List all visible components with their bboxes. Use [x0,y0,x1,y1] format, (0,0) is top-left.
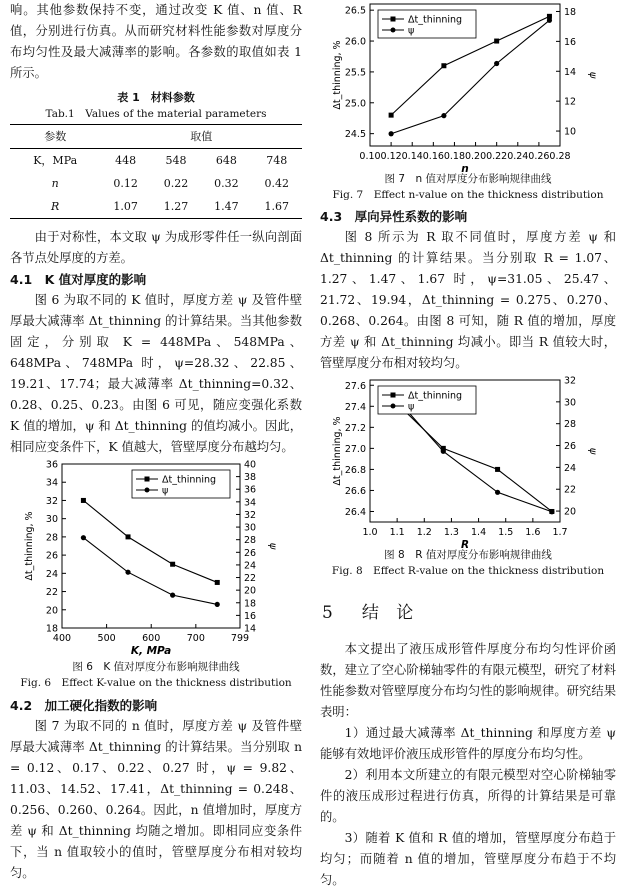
y-tick-label: 26.8 [344,464,366,476]
data-point [441,449,446,454]
data-point [170,562,175,567]
y2-tick-label: 22 [564,484,577,496]
y2-tick-label: 12 [564,96,577,108]
data-point [389,113,394,118]
y2-tick-label: 18 [244,598,257,610]
y2-tick-label: 36 [244,484,257,496]
x-tick-label: 1.5 [498,527,514,538]
table-cell: 648 [215,154,237,167]
table-cell: 1.67 [264,200,290,213]
fig6-caption-cn: 图 6 K 值对厚度分布影响规律曲线 [72,661,240,673]
data-point [170,593,175,598]
y-tick-label: 27.6 [344,380,366,392]
x-tick-label: 1.7 [552,527,568,538]
y-tick-label: 27.2 [344,422,366,434]
y-tick-label: 24 [45,568,58,580]
x-tick-label: 0.18 [443,151,466,162]
y2-axis-label: ψ [587,447,598,455]
conclusion-item-2: 2）利用本文所建立的有限元模型对空心阶梯轴零件的液压成形过程进行仿真，所得的计算结果是可靠的。 [320,768,616,824]
y2-tick-label: 20 [244,585,257,597]
x-tick-label: 1.3 [443,527,459,538]
y2-tick-label: 24 [244,560,257,572]
y-tick-label: 36 [45,460,58,471]
y-tick-label: 26.4 [344,506,366,518]
table-row [10,172,302,195]
y-axis-label: Δt_thinning, % [332,416,343,486]
table-title-en: Tab.1 Values of the material parameters [45,108,267,120]
x-tick-label: 600 [142,633,161,644]
y-tick-label: 26.5 [344,5,366,17]
table-cell: 0.12 [113,177,138,190]
table-cell: 1.47 [214,200,239,213]
y2-tick-label: 32 [244,509,257,521]
legend-marker [391,28,396,33]
y2-tick-label: 38 [244,472,257,484]
section-4-1-paragraph: 图 6 为取不同的 K 值时，厚度方差 ψ 及管件壁厚最大减薄率 Δt_thinning 的计算结果。当其他参数固定，分别取 K = 448MPa、548MPa、648MPa、748MPa 时，ψ=28.32、22.85、19.21、17.74；最大减薄率 Δt_thinning=0.32、0.28、0.25、0.23。由图 6 可见，随应变强化系数 K 值的增加，ψ 和 Δt_thinning 的值均减小。因此，相同应变条件下，K 值越大，管壁厚度分布越均匀。 [10,293,302,454]
legend-marker [145,488,150,493]
conclusion-item-3: 3）随着 K 值和 R 值的增加，管壁厚度分布趋于均匀；而随着 n 值的增加，管壁厚度分布趋于不均匀。 [320,831,616,887]
data-point [441,113,446,118]
section-4-3-paragraph: 图 8 所示为 R 取不同值时，厚度方差 ψ 和 Δt_thinning 的计算结果。当分别取 R = 1.07、1.27、1.47、1.67 时，ψ=31.05、25.47、21.72、19.94，Δt_thinning = 0.275、0.270、0.268、0.264。由图 8 可知，随 R 值的增加，厚度方差 ψ 和 Δt_thinning 均减小。即当 R 值较大时，管壁厚度分布相对较均匀。 [320,230,616,370]
x-tick-label: 0.24 [507,151,529,162]
x-tick-label: 0.22 [486,151,508,162]
x-tick-label: 0.14 [401,151,423,162]
table-cell: 0.42 [264,177,290,190]
x-axis-label: n [461,163,469,172]
fig6-chart [10,460,302,660]
y2-tick-label: 34 [244,497,257,509]
section-4-1-heading: 4.1 K 值对厚度的影响 [10,272,147,287]
table-cell: 548 [165,154,187,167]
y2-axis-label: ψ [267,542,278,550]
table-title-cn: 表 1 材料参数 [117,91,195,104]
table-cell: 1.07 [113,200,138,213]
y-tick-label: 24.5 [344,129,366,141]
y2-axis-label: ψ [587,71,598,79]
data-point [549,509,554,514]
fig7-caption-cn: 图 7 n 值对厚度分布影响规律曲线 [384,173,552,185]
data-point [494,39,499,44]
legend-marker [391,393,396,398]
legend-label: Δt_thinning [408,390,463,402]
x-tick-label: 1.2 [416,527,432,538]
x-tick-label: 0.28 [549,151,571,162]
conclusion-heading: 5 结 论 [322,603,420,623]
y-axis-label: Δt_thinning, % [332,40,343,110]
y-tick-label: 28 [45,532,58,544]
data-point [125,570,130,575]
x-tick-label: 0.16 [422,151,444,162]
y-tick-label: 22 [45,587,58,599]
data-point [81,498,86,503]
data-point [494,61,499,66]
x-tick-label: 400 [52,633,72,644]
symmetry-paragraph: 由于对称性，本文取 ψ 为成形零件任一纵向剖面各节点处厚度的方差。 [10,230,302,265]
y2-tick-label: 26 [244,547,257,559]
y2-tick-label: 32 [564,376,577,387]
data-point [495,490,500,495]
y2-tick-label: 30 [244,522,257,534]
table-cell: 0.22 [163,177,189,190]
series-line [83,500,217,582]
data-point [215,602,220,607]
data-point [495,467,500,472]
left-column [10,0,302,884]
legend-label: ψ [408,25,415,37]
legend-label: Δt_thinning [162,474,217,486]
y-tick-label: 18 [45,623,58,635]
section-4-2-heading: 4.2 加工硬化指数的影响 [10,698,158,713]
fig7-caption-en: Fig. 7 Effect n-value on the thickness distribution [332,189,604,201]
y2-tick-label: 28 [564,419,577,431]
y-tick-label: 26 [45,550,58,562]
data-point [215,580,220,585]
table-cell: R [51,200,60,213]
y-tick-label: 25.5 [344,67,366,79]
table-cell: 448 [115,154,137,167]
y2-tick-label: 22 [244,573,257,585]
intro-paragraph: 响。其他参数保持不变，通过改变 K 值、n 值、R 值，分别进行仿真。从而研究材料性能参数对厚度分布均匀性及最大减薄率的影响。各参数的取值如表 1 所示。 [10,3,302,80]
section-4-2-paragraph: 图 7 为取不同的 n 值时，厚度方差 ψ 及管件壁厚最大减薄率 Δt_thinning 的计算结果。当分别取 n = 0.12、0.17、0.22、0.27 时，ψ = 9.82、11.03、14.52、17.41，Δt_thinning = 0.248、0.256、0.260、0.264。因此，n 值增加时，厚度方差 ψ 和 Δt_thinning 均随之增加。即相同应变条件下，当 n 值取较小的值时，管壁厚度分布相对较均匀。 [10,719,302,880]
conclusion-intro: 本文提出了液压成形管件厚度分布均匀性评价函数，建立了空心阶梯轴零件的有限元模型，研究了材料性能参数对管壁厚度分布均匀性的影响规律。研究结果表明： [320,642,616,719]
x-axis-label: K, MPa [130,645,172,657]
table-cell: 1.27 [163,200,189,213]
table-cell: n [51,177,59,190]
x-tick-label: 799 [230,633,250,644]
legend-marker [391,17,396,22]
table-cell: 748 [266,154,288,167]
data-point [547,18,552,23]
table-row [10,149,302,173]
y-tick-label: 26.6 [344,485,366,497]
series-line [83,538,217,605]
material-parameter-table [10,124,302,219]
data-point [81,535,86,540]
x-tick-label: 1.4 [471,527,487,538]
x-tick-label: 0.20 [464,151,487,162]
y-tick-label: 27.0 [344,443,366,455]
table-cell: K，MPa [33,154,78,167]
y-axis-label: Δt_thinning, % [24,511,35,581]
y-tick-label: 34 [45,477,58,489]
legend-label: ψ [162,485,169,497]
table-header-param: 参数 [44,130,67,143]
conclusion-item-1: 1）通过最大减薄率 Δt_thinning 和厚度方差 ψ 能够有效地评价液压成形管件的厚度分布均匀性。 [320,726,616,761]
y-tick-label: 32 [45,495,58,507]
y2-tick-label: 20 [564,506,577,518]
data-point [441,63,446,68]
legend-marker [145,477,150,482]
data-point [126,534,131,539]
x-tick-label: 1.6 [525,527,541,538]
legend-marker [391,404,396,409]
y2-tick-label: 28 [244,535,257,547]
y-tick-label: 25.0 [344,98,366,110]
fig8-caption-en: Fig. 8 Effect R-value on the thickness distribution [331,565,605,577]
legend-label: Δt_thinning [408,14,463,26]
x-tick-label: 0.12 [380,151,402,162]
table-row [10,195,302,219]
fig8-caption-cn: 图 8 R 值对厚度分布影响规律曲线 [384,549,552,561]
table-header-value: 取值 [190,130,213,143]
x-tick-label: 0.26 [528,151,550,162]
fig7-chart [320,0,616,172]
y2-tick-label: 40 [244,460,257,471]
x-tick-label: 500 [97,633,116,644]
x-tick-label: 700 [186,633,205,644]
fig8-chart [320,376,616,548]
fig6-caption-en: Fig. 6 Effect K-value on the thickness distribution [20,677,292,689]
table-cell: 0.32 [214,177,239,190]
y2-tick-label: 30 [564,397,577,409]
x-tick-label: 0.10 [359,151,381,162]
y-tick-label: 26.0 [344,36,366,48]
x-tick-label: 1.1 [389,527,405,538]
y2-tick-label: 16 [564,36,577,48]
y-tick-label: 27.4 [344,401,366,413]
x-tick-label: 1.0 [362,527,378,538]
y-tick-label: 30 [45,514,58,526]
y2-tick-label: 10 [564,126,577,138]
y2-tick-label: 14 [244,623,257,635]
y2-tick-label: 14 [564,66,577,78]
y2-tick-label: 18 [564,6,577,18]
right-column [320,0,616,891]
x-axis-label: R [460,539,470,548]
y-tick-label: 20 [45,605,58,617]
y2-tick-label: 26 [564,441,577,453]
section-4-3-heading: 4.3 厚向异性系数的影响 [320,209,468,224]
y2-tick-label: 24 [564,462,577,474]
legend-label: ψ [408,401,415,413]
y2-tick-label: 16 [244,610,257,622]
data-point [389,131,394,136]
